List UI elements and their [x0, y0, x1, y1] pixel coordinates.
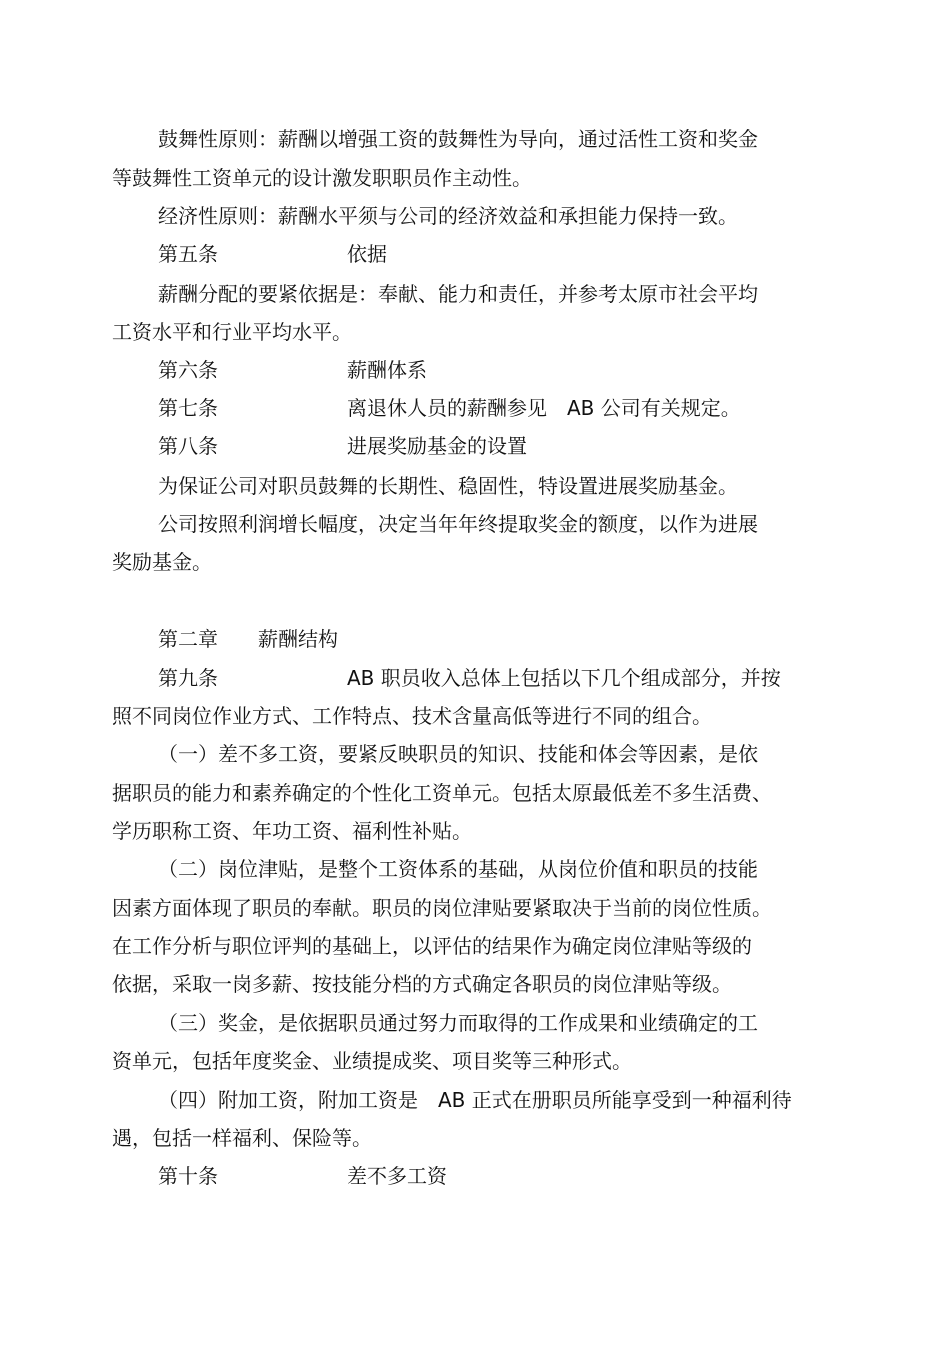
paragraph-guwu-line2: 等鼓舞性工资单元的设计激发职职员作主动性。 — [112, 166, 532, 190]
item3-line2: 资单元，包括年度奖金、业绩提成奖、项目奖等三种形式。 — [112, 1049, 632, 1073]
item4-line1: （四）附加工资，附加工资是 AB 正式在册职员所能享受到一种福利待 — [158, 1088, 792, 1112]
article5-title: 依据 — [347, 242, 387, 266]
item1-line1: （一）差不多工资，要紧反映职员的知识、技能和体会等因素，是依 — [158, 742, 758, 766]
item3-line1: （三）奖金，是依据职员通过努力而取得的工作成果和业绩确定的工 — [158, 1011, 758, 1035]
article9-number: 第九条 — [158, 666, 218, 690]
article6-title: 薪酬体系 — [347, 358, 427, 382]
article8-title: 进展奖励基金的设置 — [347, 434, 527, 458]
article10-title: 差不多工资 — [347, 1164, 447, 1188]
paragraph-yiju-line1: 薪酬分配的要紧依据是：奉献、能力和责任，并参考太原市社会平均 — [158, 282, 758, 306]
paragraph-yiju-line2: 工资水平和行业平均水平。 — [112, 320, 352, 344]
article7-title: 离退休人员的薪酬参见 AB 公司有关规定。 — [347, 396, 741, 420]
chapter2-title: 薪酬结构 — [258, 627, 338, 651]
item4-line2: 遇，包括一样福利、保险等。 — [112, 1126, 372, 1150]
article7-number: 第七条 — [158, 396, 218, 420]
item1-line3: 学历职称工资、年功工资、福利性补贴。 — [112, 819, 472, 843]
article10-number: 第十条 — [158, 1164, 218, 1188]
article9-line2: 照不同岗位作业方式、工作特点、技术含量高低等进行不同的组合。 — [112, 704, 712, 728]
paragraph-guwu-line1: 鼓舞性原则：薪酬以增强工资的鼓舞性为导向，通过活性工资和奖金 — [158, 127, 758, 151]
paragraph-fund2-line1: 公司按照利润增长幅度，决定当年年终提取奖金的额度，以作为进展 — [158, 512, 758, 536]
item2-line4: 依据，采取一岗多薪、按技能分档的方式确定各职员的岗位津贴等级。 — [112, 972, 732, 996]
paragraph-fund1: 为保证公司对职员鼓舞的长期性、稳固性，特设置进展奖励基金。 — [158, 474, 738, 498]
article8-number: 第八条 — [158, 434, 218, 458]
article5-number: 第五条 — [158, 242, 218, 266]
item2-line1: （二）岗位津贴，是整个工资体系的基础，从岗位价值和职员的技能 — [158, 857, 758, 881]
item2-line2: 因素方面体现了职员的奉献。职员的岗位津贴要紧取决于当前的岗位性质。 — [112, 896, 772, 920]
item1-line2: 据职员的能力和素养确定的个性化工资单元。包括太原最低差不多生活费、 — [112, 781, 772, 805]
paragraph-jingji: 经济性原则：薪酬水平须与公司的经济效益和承担能力保持一致。 — [158, 204, 738, 228]
article9-title: AB 职员收入总体上包括以下几个组成部分，并按 — [347, 666, 781, 690]
article6-number: 第六条 — [158, 358, 218, 382]
item2-line3: 在工作分析与职位评判的基础上，以评估的结果作为确定岗位津贴等级的 — [112, 934, 752, 958]
chapter2-number: 第二章 — [158, 627, 218, 651]
paragraph-fund2-line2: 奖励基金。 — [112, 550, 212, 574]
